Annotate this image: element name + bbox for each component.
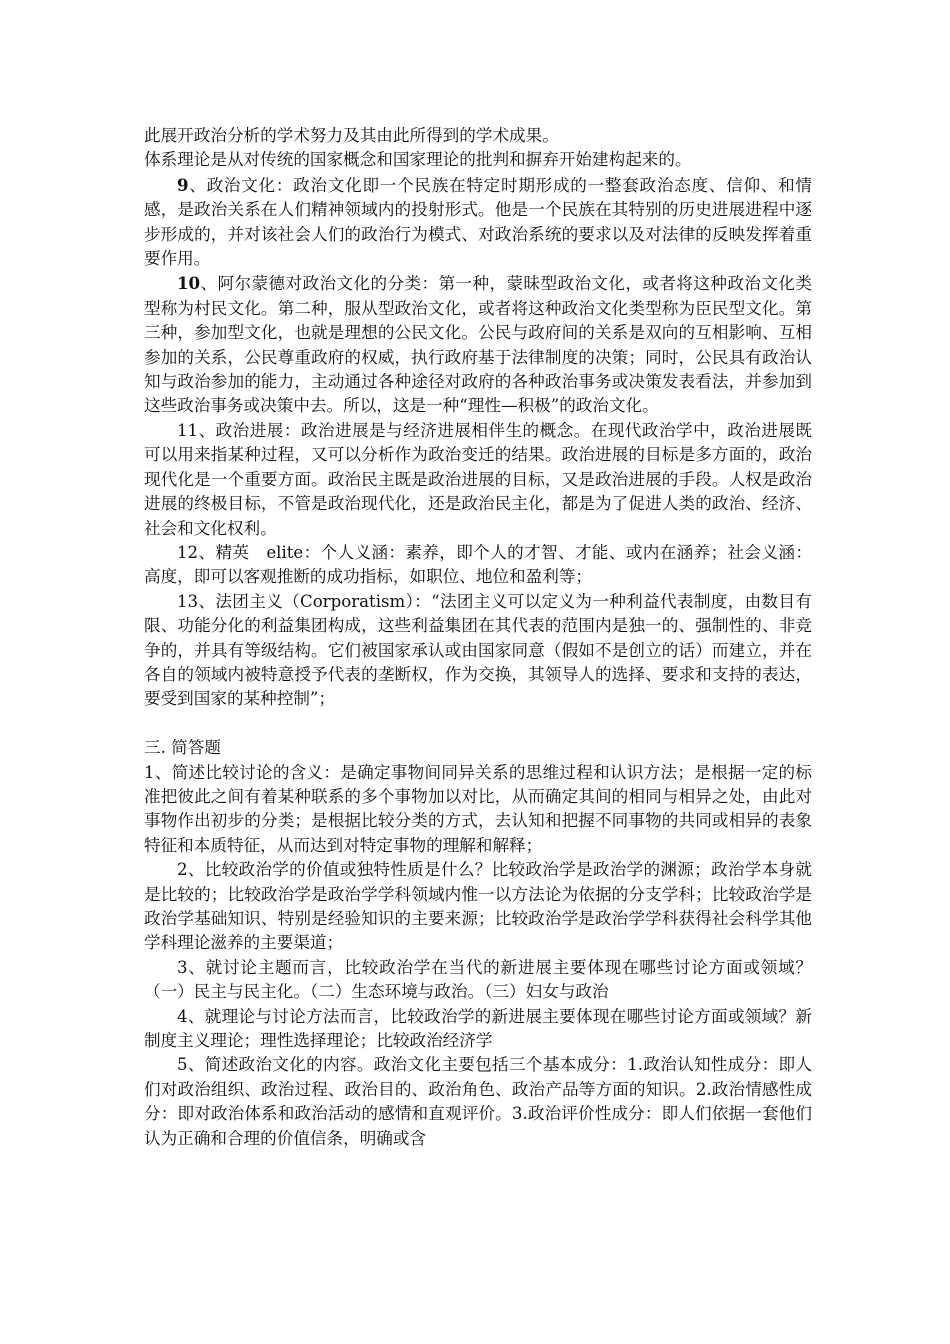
paragraph-text: 1、简述比较讨论的含义：是确定事物间同异关系的思维过程和认识方法；是根据一定的标准把彼此之间有着某种联系的多个事物加以对比，从而确定其间的相同与相异之处，由此对事物作出初步的分类；是根据比较分类的方式，去认知和把握不同事物的共同或相异的表象特征和本质特征，从而达到对特定事物的理解和解释；: [144, 762, 812, 855]
paragraph-political-culture: [144, 173, 812, 272]
paragraph-text: 、政治文化：政治文化即一个民族在特定时期形成的一整套政治态度、信仰、和情感，是政治关系在人们精神领域内的投射形式。他是一个民族在其特别的历史进展进程中逐步形成的，并对该社会人们的政治行为模式、对政治系统的要求以及对法律的反映发挥着重要作用。: [144, 175, 812, 269]
section-title: 三. 简答题: [144, 738, 221, 758]
paragraph-text: 2、比较政治学的价值或独特性质是什么？比较政治学是政治学的渊源；政治学本身就是比较的；比较政治学是政治学学科领域内惟一以方法论为依据的分支学科；比较政治学是政治学基础知识、特别是经验知识的主要来源；比较政治学是政治学学科获得社会科学其他学科理论滋养的主要渠道；: [144, 860, 812, 953]
paragraph-text: 5、简述政治文化的内容。政治文化主要包括三个基本成分：1.政治认知性成分：即人们对政治组织、政治过程、政治目的、政治角色、政治产品等方面的知识。2.政治情感性成分：即对政治体系和政治活动的感情和直观评价。3.政治评价性成分：即人们依据一套他们认为正确和合理的价值信条，明确或含: [144, 1055, 812, 1148]
paragraph-political-development: [144, 419, 812, 541]
paragraph-text: 11、政治进展：政治进展是与经济进展相伴生的概念。在现代政治学中，政治进展既可以用来指某种过程，又可以分析作为政治变迁的结果。政治进展的目标是多方面的，政治现代化是一个重要方面。政治民主既是政治进展的目标，又是政治进展的手段。人权是政治进展的终极目标，不管是政治现代化，还是政治民主化，都是为了促进人类的政治、经济、社会和文化权利。: [144, 420, 812, 538]
blank-line: [144, 712, 812, 736]
question-3: [144, 956, 812, 1005]
item-number: 9: [177, 174, 189, 195]
paragraph-continuation: [144, 124, 812, 148]
paragraph-text: 体系理论是从对传统的国家概念和国家理论的批判和摒弃开始建构起来的。: [144, 150, 692, 170]
question-4: [144, 1005, 812, 1054]
question-2: [144, 858, 812, 956]
paragraph-text: 3、就讨论主题而言，比较政治学在当代的新进展主要体现在哪些讨论方面或领域？（一）民主与民主化。（二）生态环境与政治。（三）妇女与政治: [144, 957, 812, 1002]
question-5: [144, 1053, 812, 1151]
item-number: 10: [177, 273, 201, 294]
paragraph-text: 、阿尔蒙德对政治文化的分类：第一种，蒙昧型政治文化，或者将这种政治文化类型称为村民文化。第二种，服从型政治文化，或者将这种政治文化类型称为臣民型文化。第三种，参加型文化，也就是理想的公民文化。公民与政府间的关系是双向的互相影响、互相参加的关系，公民尊重政府的权威，执行政府基于法律制度的决策；同时，公民具有政治认知与政治参加的能力，主动通过各种途径对政府的各种政治事务或决策发表看法，并参加到这些政治事务或决策中去。所以，这是一种“理性—积极”的政治文化。: [144, 274, 812, 416]
paragraph-text: 12、精英 elite：个人义涵：素养，即个人的才智、才能、或内在涵养；社会义涵：高度，即可以客观推断的成功指标，如职位、地位和盈利等；: [144, 542, 812, 587]
paragraph-almond-classification: [144, 271, 812, 418]
paragraph-text: 此展开政治分析的学术努力及其由此所得到的学术成果。: [144, 126, 559, 145]
paragraph-elite: [144, 541, 812, 590]
paragraph-system-theory: [144, 148, 812, 172]
paragraph-text: 4、就理论与讨论方法而言，比较政治学的新进展主要体现在哪些讨论方面或领域？新制度主义理论；理性选择理论；比较政治经济学: [144, 1006, 812, 1051]
question-1: [144, 761, 812, 859]
paragraph-text: 13、法团主义（Corporatism）：“法团主义可以定义为一种利益代表制度，由数目有限、功能分化的利益集团构成，这些利益集团在其代表的范围内是独一的、强制性的、非竞争的，并具有等级结构。它们被国家承认或由国家同意（假如不是创立的话）而建立，并在各自的领域内被特意授予代表的垄断权，作为交换，其领导人的选择、要求和支持的表达，要受到国家的某种控制”；: [144, 591, 812, 709]
paragraph-corporatism: [144, 590, 812, 712]
document-page: [144, 124, 812, 1151]
